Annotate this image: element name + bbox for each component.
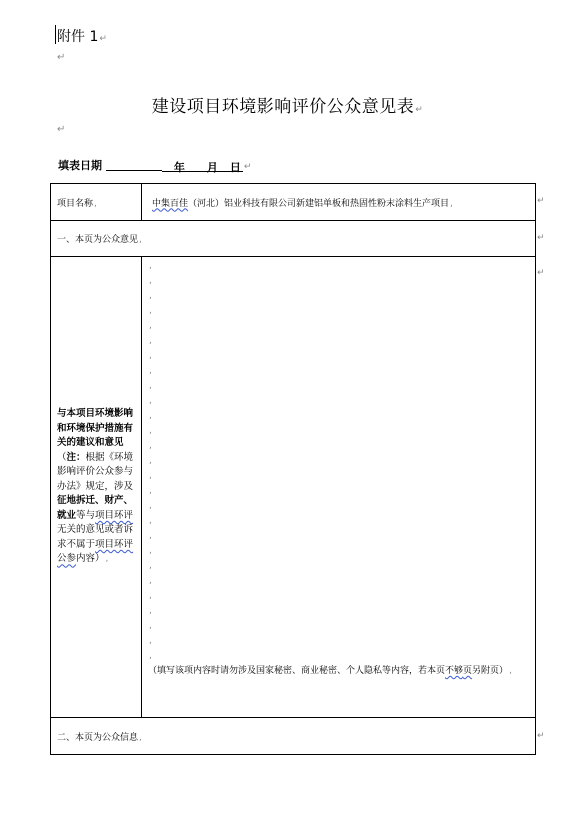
blank-line[interactable]: , — [149, 291, 152, 301]
row-end-mark: ↵ — [537, 196, 545, 206]
section1-heading: 一、本页为公众意见, — [51, 221, 536, 257]
blank-line[interactable]: , — [149, 336, 152, 346]
opinion-note: （填写该项内容时请勿涉及国家秘密、商业秘密、个人隐私等内容，若本页不够页另附页）, — [148, 666, 512, 676]
blank-line[interactable]: , — [149, 321, 152, 331]
row-end-mark: ↵ — [537, 233, 545, 243]
blank-line[interactable]: , — [149, 606, 152, 616]
section2-heading: 二、本页为公众信息, — [51, 718, 536, 755]
page-title: 建设项目环境影响评价公众意见表↵ — [151, 97, 424, 117]
blank-line[interactable]: , — [149, 426, 152, 436]
blank-line[interactable]: , — [149, 366, 152, 376]
blank-line[interactable]: , — [149, 441, 152, 451]
blank-line[interactable]: , — [149, 636, 152, 646]
blank-line[interactable]: , — [149, 591, 152, 601]
opinion-row — [51, 257, 536, 718]
blank-line[interactable]: , — [149, 306, 152, 316]
blank-line[interactable]: , — [149, 501, 152, 511]
blank-line[interactable]: , — [149, 576, 152, 586]
date-month: 月 — [197, 159, 228, 172]
paragraph-mark: ↵ — [57, 124, 66, 135]
blank-line[interactable]: , — [149, 471, 152, 481]
blank-line[interactable]: , — [149, 381, 152, 391]
blank-line[interactable]: , — [149, 531, 152, 541]
text-cursor — [55, 25, 56, 44]
section2-row — [51, 718, 536, 755]
project-row — [51, 184, 536, 221]
blank-line[interactable]: , — [149, 396, 152, 406]
project-name-cell[interactable]: 中集百佳（河北）铝业科技有限公司新建铝单板和热固性粉末涂料生产项目, — [142, 184, 536, 221]
date-field[interactable]: 填表日期 年 月 日 ↵ — [58, 159, 252, 174]
blank-line[interactable]: , — [149, 486, 152, 496]
section1-row — [51, 221, 536, 257]
paragraph-mark: ↵ — [57, 52, 66, 63]
project-label-cell: 项目名称, — [51, 184, 142, 221]
blank-line[interactable]: , — [149, 261, 152, 271]
blank-line[interactable]: , — [149, 516, 152, 526]
opinion-label-cell: 与本项目环境影响和环境保护措施有关的建议和意见（注：根据《环境影响评价公众参与办法》规定，涉及征地拆迁、财产、就业等与项目环评无关的意见或者诉求不属于项目环评公参内容）, — [51, 257, 142, 718]
blank-line[interactable]: , — [149, 621, 152, 631]
row-end-mark: ↵ — [537, 731, 545, 741]
blank-line[interactable]: , — [149, 546, 152, 556]
blank-line[interactable]: , — [149, 651, 152, 661]
blank-line[interactable]: , — [149, 276, 152, 286]
date-day: 日 — [229, 161, 241, 174]
blank-line[interactable]: , — [149, 411, 152, 421]
opinion-input-area[interactable] — [142, 257, 536, 718]
row-end-mark: ↵ — [537, 268, 545, 278]
blank-line[interactable]: , — [149, 351, 152, 361]
blank-line[interactable]: , — [149, 456, 152, 466]
date-year: 年 — [162, 159, 197, 172]
blank-lines — [148, 259, 529, 664]
attachment-label: 附件 1↵ — [57, 29, 107, 45]
opinion-form-table — [50, 183, 536, 755]
blank-line[interactable]: , — [149, 561, 152, 571]
